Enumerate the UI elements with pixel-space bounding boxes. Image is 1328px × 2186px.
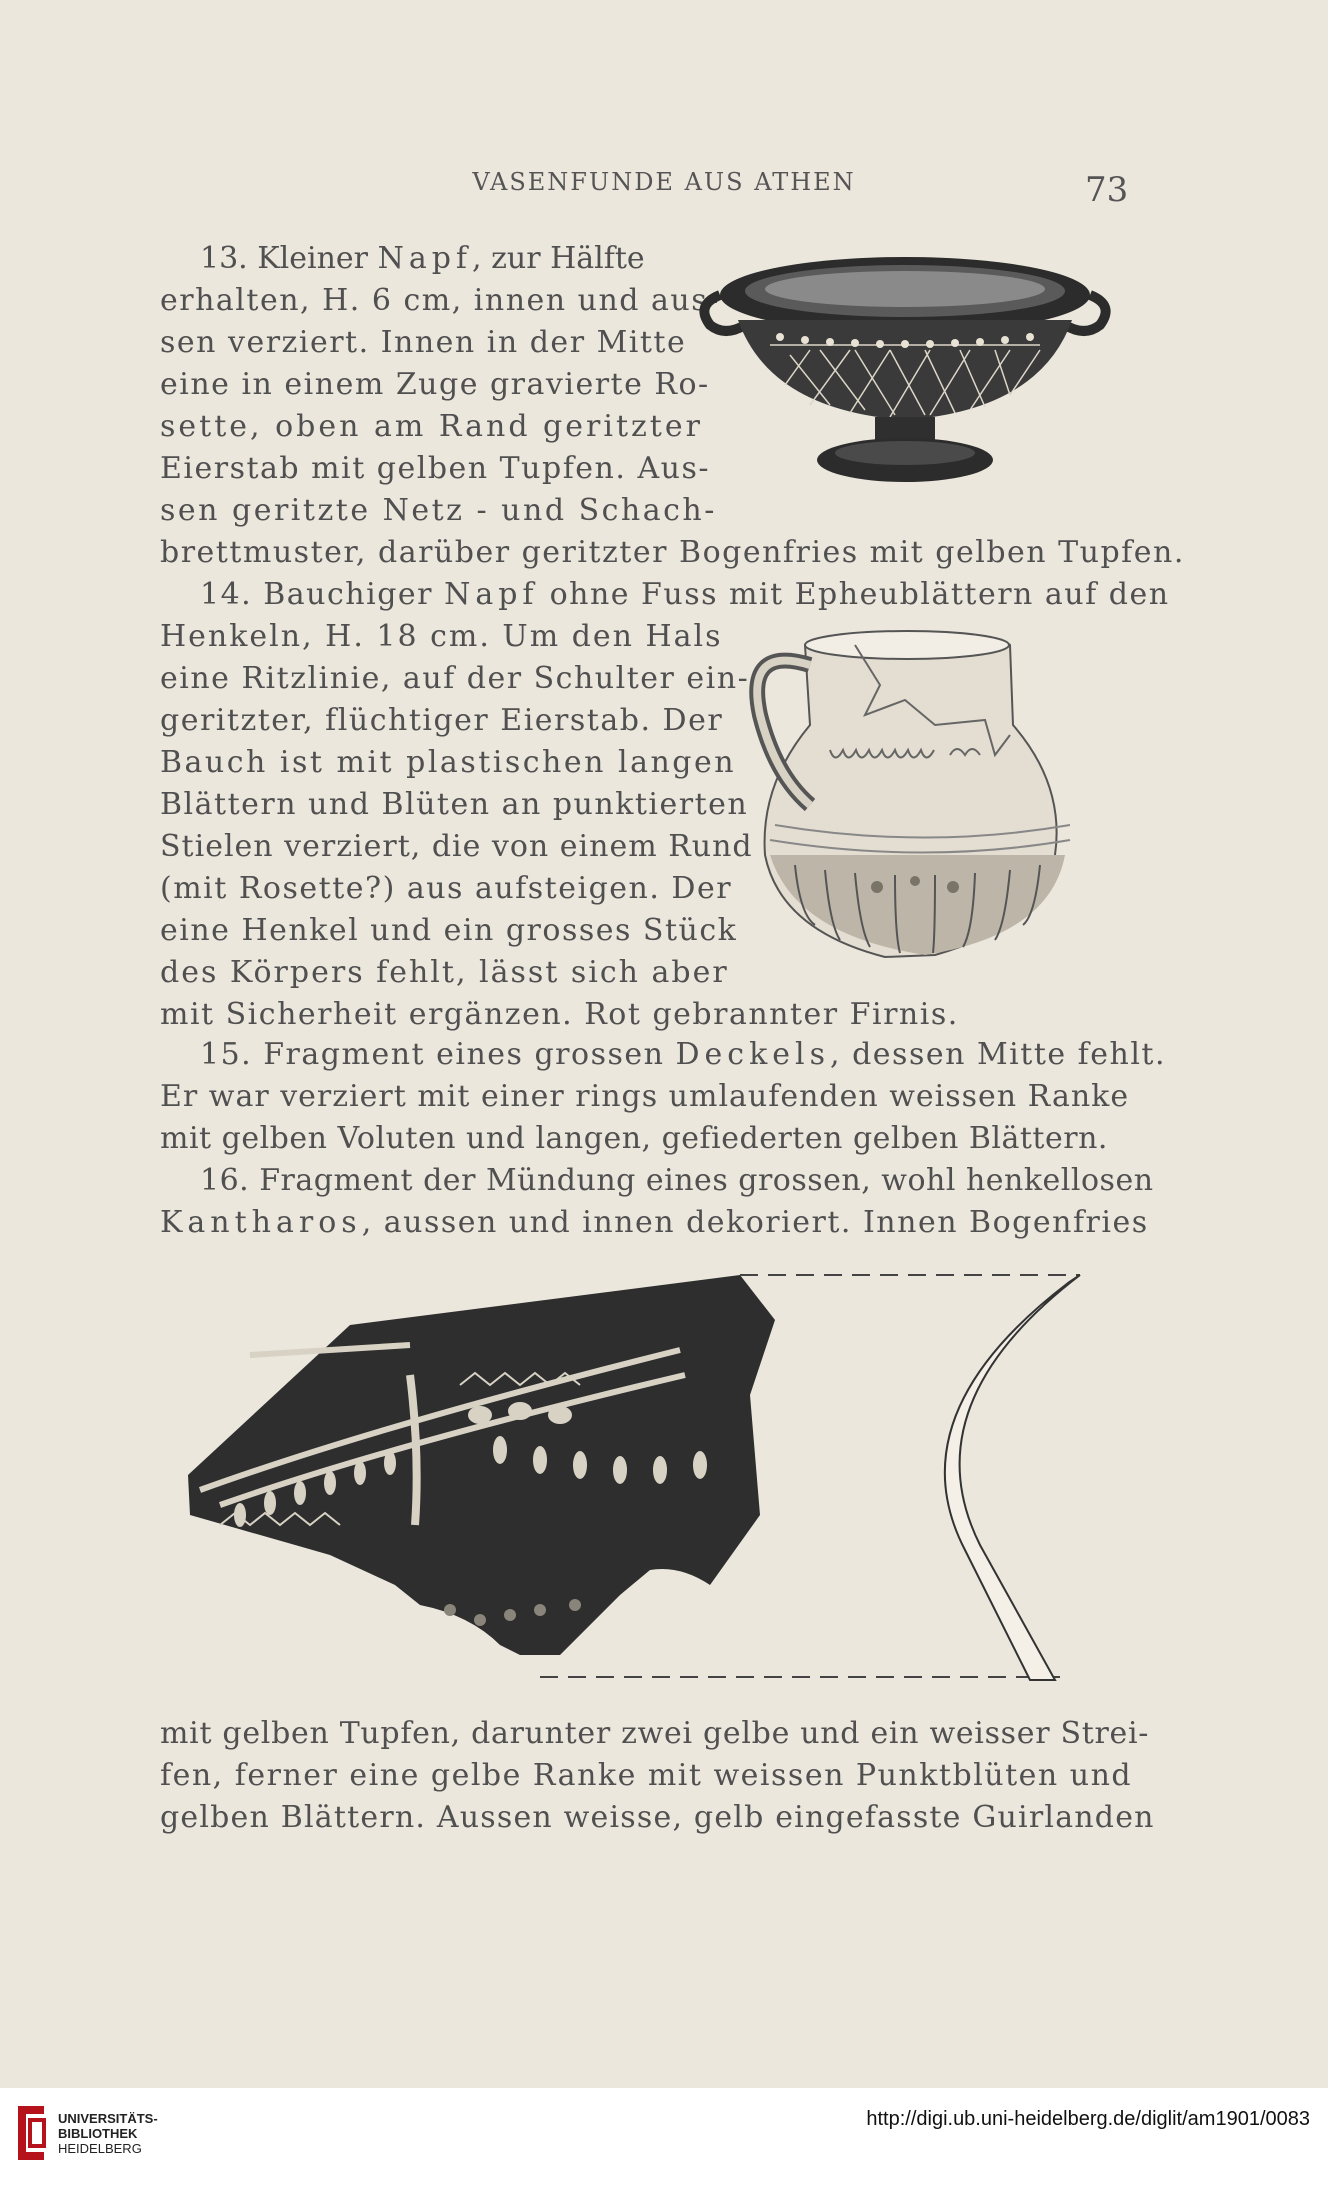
page-number: 73 bbox=[1085, 170, 1129, 210]
entry-16-start: 16. Fragment der Mündung eines grossen, wohl henkellosen Kantharos, aussen und innen dekoriert. Innen Bogenfries bbox=[160, 1163, 1154, 1240]
entry-15: 15. Fragment eines grossen Deckels, dessen Mitte fehlt. Er war verziert mit einer rings umlaufenden weissen Ranke mit gelben Voluten und langen, gefiederten gelben Blättern. bbox=[160, 1037, 1167, 1156]
term-deckels: Deckels bbox=[675, 1037, 831, 1072]
kantharos-fragment-figure bbox=[180, 1265, 1100, 1695]
term-kantharos: Kantharos bbox=[160, 1205, 362, 1240]
source-url-link[interactable]: http://digi.ub.uni-heidelberg.de/diglit/am1901/0083 bbox=[866, 2108, 1310, 2130]
footer-bar bbox=[0, 2088, 1328, 2186]
library-logo[interactable] bbox=[14, 2098, 189, 2168]
library-logo-text: UNIVERSITÄTS- BIBLIOTHEK HEIDELBERG bbox=[58, 2110, 158, 2156]
term-napf-2: Napf bbox=[444, 577, 539, 612]
jug-figure bbox=[735, 625, 1115, 985]
entry-14: 14. Bauchiger Napf ohne Fuss mit Epheublättern auf den Henkeln, H. 18 cm. Um den Hals eine Ritzlinie, auf der Schulter ein- geritzter, flüchtiger Eierstab. Der Bauch ist mit plastischen langen Blättern und Blüten an punktierten Stielen verziert, die von einem Rund (mit Rosette?) aus aufsteigen. Der eine Henkel und ein grosses Stück des Körpers fehlt, lässt sich aber mit Sicherheit ergänzen. Rot gebrannter Firnis. bbox=[160, 577, 1170, 1032]
term-napf: Napf bbox=[377, 241, 473, 276]
entry-13: 13. Kleiner Napf, zur Hälfte erhalten, H. 6 cm, innen und aus- sen verziert. Innen in der Mitte eine in einem Zuge gravierte Ro- sette, oben am Rand geritzter Eierstab mit gelben Tupfen. Aus- sen geritzte Netz - und Schach- brettmuster, darüber geritzter Bogenfries mit gelben Tupfen. bbox=[160, 241, 1185, 570]
bowl-figure bbox=[690, 245, 1120, 515]
running-header: VASENFUNDE AUS ATHEN bbox=[472, 168, 856, 196]
library-logo-icon bbox=[14, 2102, 48, 2164]
entry-16-end: mit gelben Tupfen, darunter zwei gelbe und ein weisser Strei- fen, ferner eine gelbe Ranke mit weissen Punktblüten und gelben Blättern. Aussen weisse, gelb eingefasste Guirlanden bbox=[160, 1716, 1155, 1835]
